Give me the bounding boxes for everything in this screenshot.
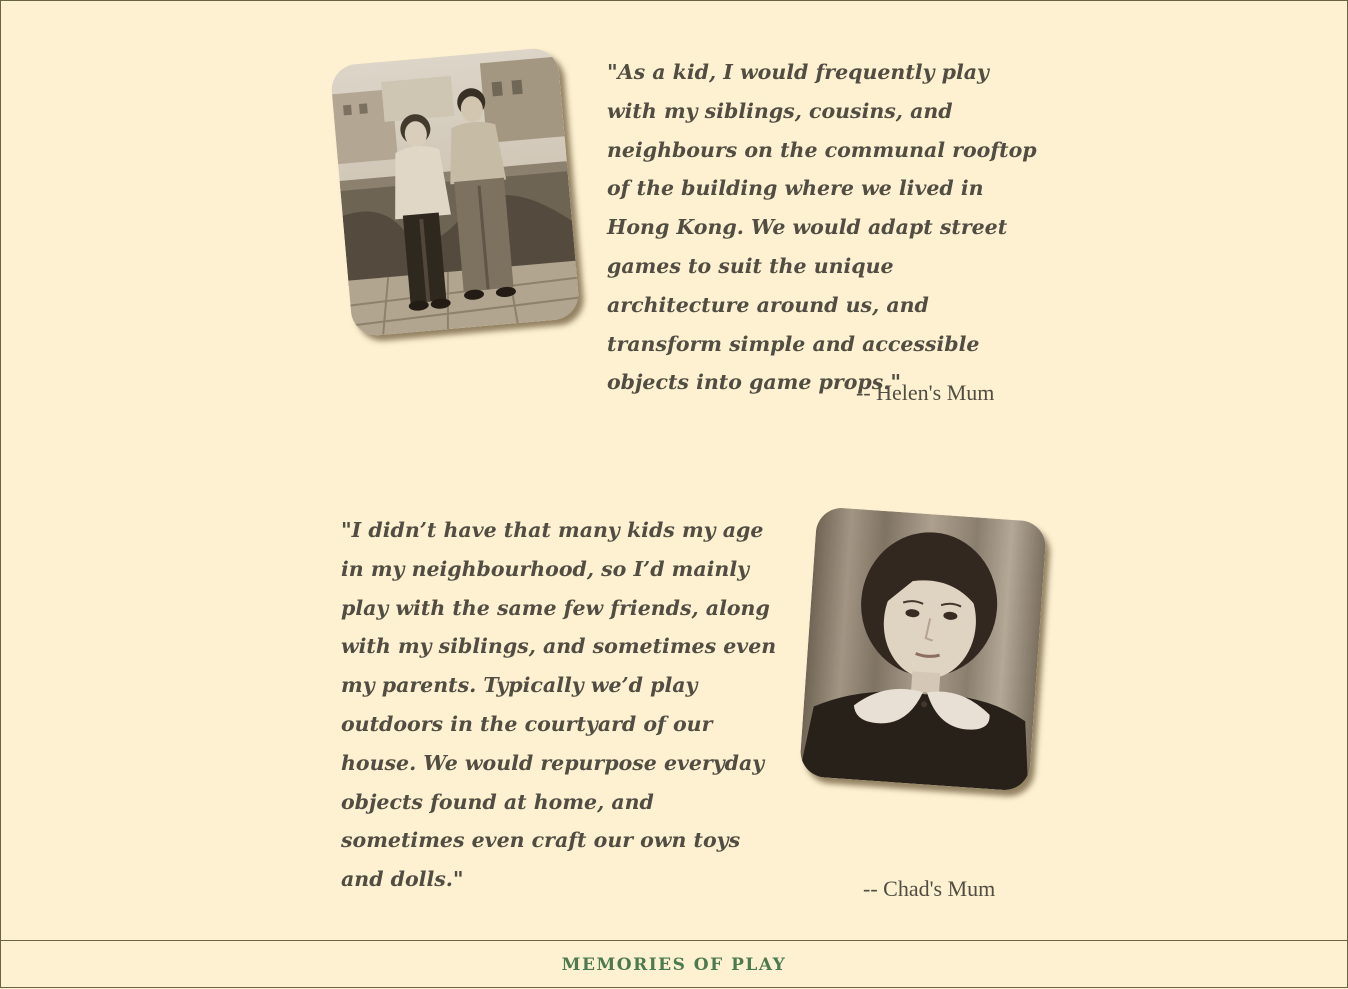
chads-mum-photo <box>799 506 1047 791</box>
helens-mum-quote: "As a kid, I would frequently play with my siblings, cousins, and neighbours on the communal rooftop of the building where we lived in Hong Kong. We would adapt street games to suit the unique architecture around us, and transform simple and accessible objects into game props." <box>607 60 1037 395</box>
helens-mum-attribution: -- Helen's Mum <box>856 380 995 405</box>
chads-mum-quote: "I didn’t have that many kids my age in my neighbourhood, so I’d mainly play with the same few friends, along with my siblings, and sometimes even my parents. Typically we’d play outdoors in the courtyard of our house. We would repurpose everyday objects found at home, and sometimes even craft our own toys and dolls." <box>341 518 777 892</box>
footer <box>0 940 1348 989</box>
footer-title: MEMORIES OF PLAY <box>561 955 787 975</box>
helens-mum-photo <box>330 47 581 338</box>
chads-mum-attribution: -- Chad's Mum <box>863 876 996 901</box>
